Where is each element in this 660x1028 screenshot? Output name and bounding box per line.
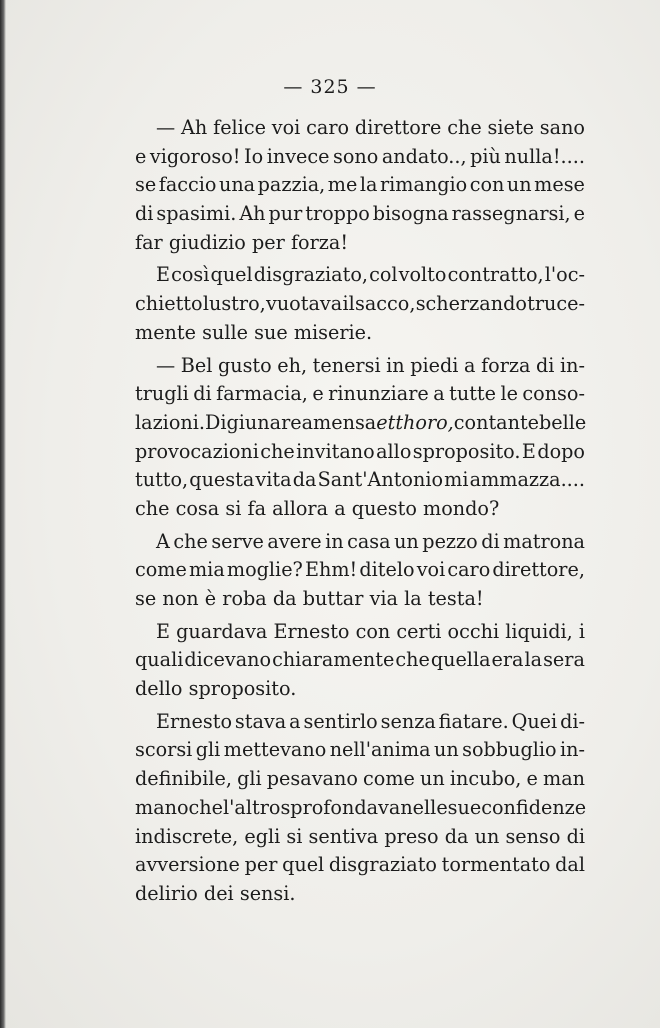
text-line: trugli di farmacia, e rinunziare a tutte le conso-	[135, 382, 585, 406]
text-line: scorsi gli mettevano nell'anima un sobbuglio in-	[135, 738, 585, 762]
paragraph	[135, 352, 585, 524]
text-line: lazioni. Digiunare a mensa et thoro, con tante belle	[135, 410, 587, 434]
text-line: — Bel gusto eh, tenersi in piedi a forza di in-	[156, 353, 585, 377]
text-line: mente sulle sue miserie.	[135, 320, 373, 344]
paragraph	[135, 528, 585, 614]
text-line: se non è roba da buttar via la testa!	[135, 587, 484, 610]
text-line: provocazioni che invitano allo sproposito. E dopo	[135, 439, 585, 463]
paragraph	[135, 708, 585, 909]
paragraph	[135, 114, 585, 257]
text-line: A che serve avere in casa un pezzo di matrona	[156, 529, 585, 553]
text-line: di spasimi. Ah pur troppo bisogna rassegnarsi, e	[135, 202, 585, 226]
text-line: delirio dei sensi.	[135, 881, 296, 905]
text-line: mano che l'altro sprofondava nelle sue confidenze	[135, 795, 587, 819]
page-number: — 325 —	[283, 76, 377, 98]
text-line: come mia moglie? Ehm! ditelo voi caro direttore,	[135, 558, 585, 582]
text-line: e vigoroso! Io invece sono andato.., più nulla!....	[135, 144, 585, 168]
paragraph	[135, 261, 585, 347]
text-line: E così quel disgraziato, col volto contratto, l'oc-	[156, 263, 585, 287]
text-line: quali dicevano chiaramente che quella era la sera	[135, 648, 585, 672]
text-line: se faccio una pazzia, me la rimangio con un mese	[135, 173, 585, 197]
paragraph	[135, 618, 585, 704]
text-line: indiscrete, egli si sentiva preso da un senso di	[135, 824, 585, 848]
text-line: far giudizio per forza!	[135, 230, 349, 254]
text-line: tutto, questa vita da Sant'Antonio mi ammazza....	[135, 468, 585, 492]
text-line: che cosa si fa allora a questo mondo?	[135, 496, 500, 520]
text-line: Ernesto stava a sentirlo senza fiatare. Quei di-	[156, 709, 585, 733]
body-text	[135, 114, 585, 909]
page-spine-shadow	[0, 0, 6, 1028]
text-line: dello sproposito.	[135, 677, 297, 701]
text-line: — Ah felice voi caro direttore che siete sano	[156, 116, 585, 139]
text-line: avversione per quel disgraziato tormentato dal	[135, 853, 585, 877]
text-line: E guardava Ernesto con certi occhi liquidi, i	[156, 619, 585, 643]
text-line: chietto lustro, vuotava il sacco, scherzando truce-	[135, 292, 585, 316]
text-line: definibile, gli pesavano come un incubo, e man	[135, 767, 585, 791]
